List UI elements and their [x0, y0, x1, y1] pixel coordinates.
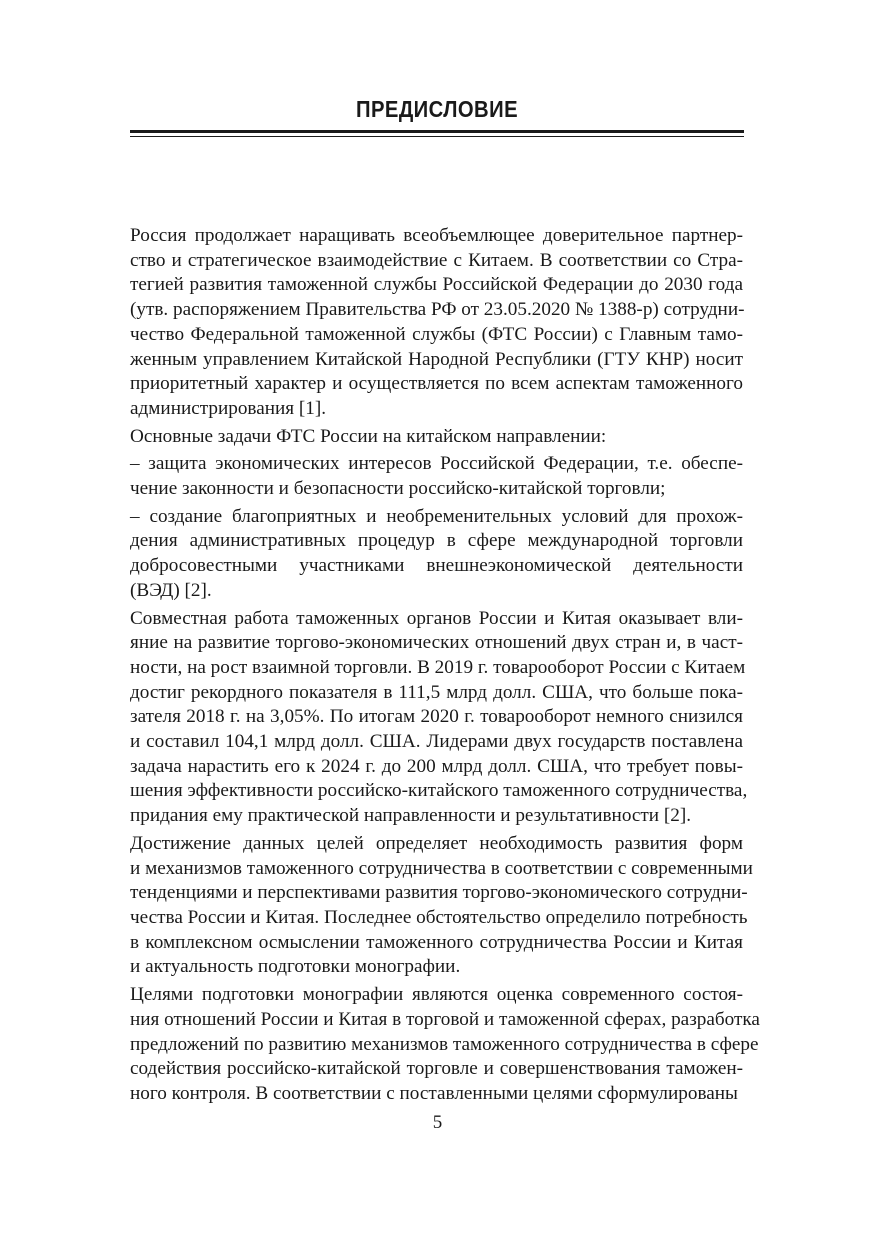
text-line: Совместная работа таможенных органов России и Китая оказывает вли- — [130, 607, 743, 629]
text-line: ство и стратегическое взаимодействие с Китаем. В соответствии со Стра- — [130, 249, 743, 271]
text-line: – защита экономических интересов Российской Федерации, т.е. обеспе- — [130, 453, 743, 475]
page-title: ПРЕДИСЛОВИЕ — [355, 96, 519, 122]
text-line: дения административных процедур в сфере международной торговли — [130, 530, 743, 552]
text-line: шения эффективности российско-китайского таможенного сотрудничества, — [130, 780, 748, 802]
text-line: содействия российско-китайской торговле и совершенствования таможен- — [130, 1058, 743, 1080]
text-line: ного контроля. В соответствии с поставленными целями сформулированы — [130, 1082, 738, 1104]
text-line: чества России и Китая. Последнее обстоятельство определило потребность — [130, 906, 748, 928]
paragraph — [130, 224, 743, 422]
text-line: добросовестными участниками внешнеэкономической деятельности — [130, 555, 743, 577]
text-line: женным управлением Китайской Народной Республики (ГТУ КНР) носит — [130, 348, 743, 370]
text-line: яние на развитие торгово-экономических отношений двух стран и, в част- — [130, 632, 743, 654]
text-line: ности, на рост взаимной торговли. В 2019 г. товарооборот России с Китаем — [130, 656, 746, 678]
text-line: тенденциями и перспективами развития торгово-экономического сотрудни- — [130, 882, 748, 904]
text-line: – создание благоприятных и необременительных условий для прохож- — [130, 505, 743, 527]
paragraph — [130, 832, 753, 980]
text-line: зателя 2018 г. на 3,05%. По итогам 2020 г. товарооборот немного снизился — [130, 706, 743, 728]
body-text — [130, 224, 760, 1110]
paragraph — [130, 983, 760, 1107]
text-line: задача нарастить его к 2024 г. до 200 млрд долл. США, что требует повы- — [130, 755, 743, 777]
text-line: тегией развития таможенной службы Российской Федерации до 2030 года — [130, 274, 743, 296]
text-line: и актуальность подготовки монографии. — [130, 956, 461, 978]
text-line: Достижение данных целей определяет необходимость развития форм — [130, 832, 743, 854]
text-line: Целями подготовки монографии являются оценка современного состоя- — [130, 984, 743, 1006]
text-line: достиг рекордного показателя в 111,5 млрд долл. США, что больше пока- — [130, 681, 743, 703]
paragraph — [130, 452, 743, 501]
text-line: и механизмов таможенного сотрудничества в соответствии с современными — [130, 857, 753, 879]
text-line: администрирования [1]. — [130, 397, 327, 419]
text-line: чество Федеральной таможенной службы (ФТС России) с Главным тамо- — [130, 323, 743, 345]
text-line: Основные задачи ФТС России на китайском направлении: — [130, 425, 607, 447]
text-line: в комплексном осмыслении таможенного сотрудничества России и Китая — [130, 931, 743, 953]
page-number: 5 — [432, 1112, 443, 1133]
text-line: предложений по развитию механизмов таможенного сотрудничества в сфере — [130, 1033, 759, 1055]
paragraph — [130, 425, 743, 450]
text-line: (утв. распоряжением Правительства РФ от 23.05.2020 № 1388-р) сотрудни- — [130, 299, 745, 321]
text-line: приоритетный характер и осуществляется по всем аспектам таможенного — [130, 373, 743, 395]
text-line: придания ему практической направленности и результативности [2]. — [130, 805, 692, 827]
text-line: и составил 104,1 млрд долл. США. Лидерами двух государств поставлена — [130, 731, 743, 753]
text-line: (ВЭД) [2]. — [130, 579, 212, 601]
text-line: чение законности и безопасности российско-китайской торговли; — [130, 478, 666, 500]
title-rule-thin — [130, 136, 744, 137]
title-rule-thick — [130, 130, 744, 133]
text-line: Россия продолжает наращивать всеобъемлющее доверительное партнер- — [130, 225, 743, 246]
paragraph — [130, 505, 743, 604]
paragraph — [130, 607, 748, 829]
text-line: ния отношений России и Китая в торговой и таможенной сферах, разработка — [130, 1008, 760, 1030]
